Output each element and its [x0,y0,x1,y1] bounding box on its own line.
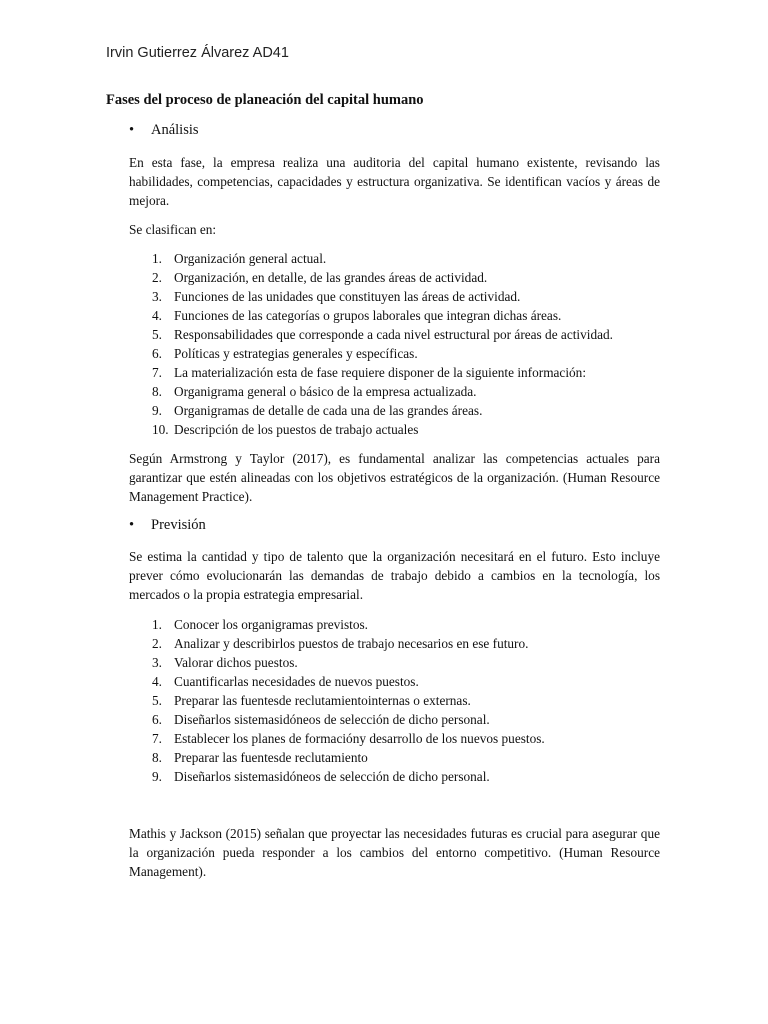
list-item [129,249,669,268]
list-item [129,710,669,729]
list-item-number: 9. [152,403,162,418]
list-item-text: Organigrama general o básico de la empresa actualizada. [174,384,477,399]
list-item-number: 1. [152,251,162,266]
list-item-number: 3. [152,655,162,670]
list-item [129,363,669,382]
list-item-text: La materialización esta de fase requiere disponer de la siguiente información: [174,365,587,380]
list-item-text: Organización, en detalle, de las grandes áreas de actividad. [174,270,488,285]
list-item [129,729,669,748]
section-heading-text: Análisis [151,122,199,138]
list-item [129,653,669,672]
list-item [129,615,669,634]
list-item-number: 7. [152,365,162,380]
bullet-icon: • [129,517,135,533]
list-item-number: 2. [152,636,162,651]
list-item-number: 8. [152,750,162,765]
bullet-icon: • [129,122,135,138]
list-item [129,767,669,786]
list-item-number: 4. [152,308,162,323]
list-item-number: 10. [152,422,169,437]
list-item-text: Conocer los organigramas previstos. [174,617,368,632]
list-item-text: Organización general actual. [174,251,327,266]
list-item-text: Funciones de las unidades que constituyen las áreas de actividad. [174,289,521,304]
list-item [129,268,669,287]
analisis-intro-paragraph: En esta fase, la empresa realiza una auditoria del capital humano existente, revisando las habilidades, competencias, capacidades y estructura organizativa. Se identifican vacíos y áreas de mejora. [129,155,660,208]
list-item-number: 1. [152,617,162,632]
list-item-text: Cuantificarlas necesidades de nuevos puestos. [174,674,419,689]
list-item [129,691,669,710]
list-item-number: 2. [152,270,162,285]
prevision-list [129,615,669,786]
author-header: Irvin Gutierrez Álvarez AD41 [106,45,289,61]
list-item-text: Analizar y describirlos puestos de trabajo necesarios en ese futuro. [174,636,529,651]
analisis-lead-text: Se clasifican en: [129,222,217,237]
list-item-text: Funciones de las categorías o grupos laborales que integran dichas áreas. [174,308,562,323]
list-item-text: Organigramas de detalle de cada una de las grandes áreas. [174,403,483,418]
section-heading-analisis [129,122,199,139]
prevision-citation-paragraph: Mathis y Jackson (2015) señalan que proyectar las necesidades futuras es crucial para asegurar que la organización pueda responder a los cambios del entorno competitivo. (Human Resource Management). [129,826,660,879]
list-item-number: 4. [152,674,162,689]
analisis-list [129,249,669,439]
list-item [129,401,669,420]
prevision-intro-paragraph: Se estima la cantidad y tipo de talento que la organización necesitará en el futuro. Esto incluye prever cómo evolucionarán las demandas de trabajo debido a cambios en la tecnología, los mercados o la propia estrategia empresarial. [129,549,660,602]
list-item [129,634,669,653]
list-item-number: 5. [152,693,162,708]
list-item [129,382,669,401]
list-item-text: Valorar dichos puestos. [174,655,298,670]
list-item-text: Establecer los planes de formacióny desarrollo de los nuevos puestos. [174,731,545,746]
list-item-text: Descripción de los puestos de trabajo actuales [174,422,419,437]
document-title: Fases del proceso de planeación del capital humano [106,92,424,108]
list-item-number: 6. [152,712,162,727]
analisis-citation-paragraph: Según Armstrong y Taylor (2017), es fundamental analizar las competencias actuales para garantizar que estén alineadas con los objetivos estratégicos de la organización. (Human Resource Management Practice). [129,451,660,504]
list-item [129,672,669,691]
list-item-text: Preparar las fuentesde reclutamiento [174,750,368,765]
list-item-text: Políticas y estrategias generales y específicas. [174,346,418,361]
list-item [129,748,669,767]
list-item [129,325,669,344]
list-item-text: Diseñarlos sistemasidóneos de selección de dicho personal. [174,712,490,727]
list-item-number: 8. [152,384,162,399]
list-item [129,306,669,325]
list-item [129,287,669,306]
list-item-number: 9. [152,769,162,784]
list-item-text: Diseñarlos sistemasidóneos de selección de dicho personal. [174,769,490,784]
list-item-number: 6. [152,346,162,361]
list-item [129,344,669,363]
list-item-text: Preparar las fuentesde reclutamientointernas o externas. [174,693,471,708]
list-item-text: Responsabilidades que corresponde a cada nivel estructural por áreas de actividad. [174,327,613,342]
list-item-number: 3. [152,289,162,304]
section-heading-prevision [129,517,206,534]
list-item [129,420,669,439]
section-heading-text: Previsión [151,517,206,533]
list-item-number: 7. [152,731,162,746]
list-item-number: 5. [152,327,162,342]
